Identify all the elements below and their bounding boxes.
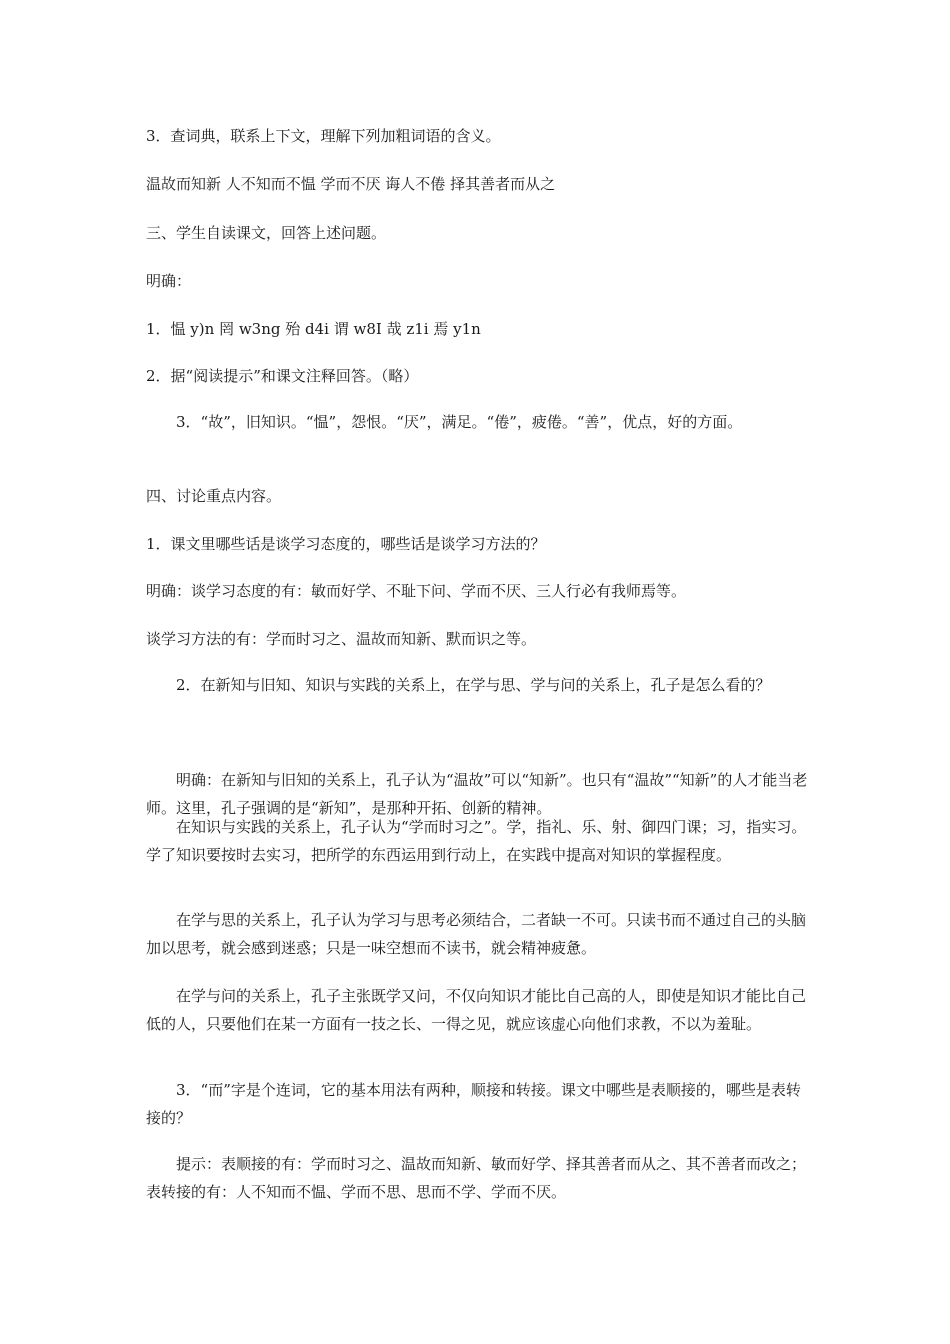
answer-2-learning-asking: 在学与问的关系上，孔子主张既学又问，不仅向知识才能比自己高的人，即使是知识才能比自己低的人，只要他们在某一方面有一技之长、一得之见，就应该虚心向他们求教，不以为羞耻。 [146,987,807,1033]
question-2: 2．在新知与旧知、知识与实践的关系上，在学与思、学与问的关系上，孔子是怎么看的？ [176,676,771,694]
question-1: 1．课文里哪些话是谈学习态度的，哪些话是谈学习方法的？ [146,535,546,553]
answer-1-attitude: 明确：谈学习态度的有：敏而好学、不耻下问、学而不厌、三人行必有我师焉等。 [146,582,687,600]
instruction-dictionary: 3．查词典，联系上下文，理解下列加粗词语的含义。 [146,127,501,145]
section-4-heading: 四、讨论重点内容。 [146,487,282,505]
bold-terms-list: 温故而知新 人不知而不愠 学而不厌 诲人不倦 择其善者而从之 [146,175,556,193]
answer-2-knowledge-practice: 在知识与实践的关系上，孔子认为“学而时习之”。学，指礼、乐、射、御四门课；习，指实习。学了知识要按时去实习，把所学的东西运用到行动上，在实践中提高对知识的掌握程度。 [146,818,807,864]
answer-2-learning-thinking: 在学与思的关系上，孔子认为学习与思考必须结合，二者缺一不可。只读书而不通过自己的头脑加以思考，就会感到迷惑；只是一味空想而不读书，就会精神疲惫。 [146,911,807,957]
pronunciation-list: 1．愠 y)n 罔 w3ng 殆 d4i 谓 w8I 哉 z1i 焉 y1n [146,320,481,338]
answer-2-new-old: 明确：在新知与旧知的关系上，孔子认为“温故”可以“知新”。也只有“温故”“知新”的人才能当老师。这里，孔子强调的是“新知”，是那种开拓、创新的精神。 [146,771,808,817]
answer-2-note: 2．据“阅读提示”和课文注释回答。（略） [146,367,419,385]
answer-3-definitions: 3．“故”，旧知识。“愠”，怨恨。“厌”，满足。“倦”，疲倦。“善”，优点，好的方面。 [176,413,743,431]
answer-1-method: 谈学习方法的有：学而时习之、温故而知新、默而识之等。 [146,630,537,648]
section-3-heading: 三、学生自读课文，回答上述问题。 [146,224,387,242]
clarification-label: 明确： [146,272,192,290]
hint-3: 提示：表顺接的有：学而时习之、温故而知新、敏而好学、择其善者而从之、其不善者而改之；表转接的有：人不知而不愠、学而不思、思而不学、学而不厌。 [146,1155,807,1201]
question-3: 3．“而”字是个连词，它的基本用法有两种，顺接和转接。课文中哪些是表顺接的，哪些是表转接的？ [146,1081,801,1127]
